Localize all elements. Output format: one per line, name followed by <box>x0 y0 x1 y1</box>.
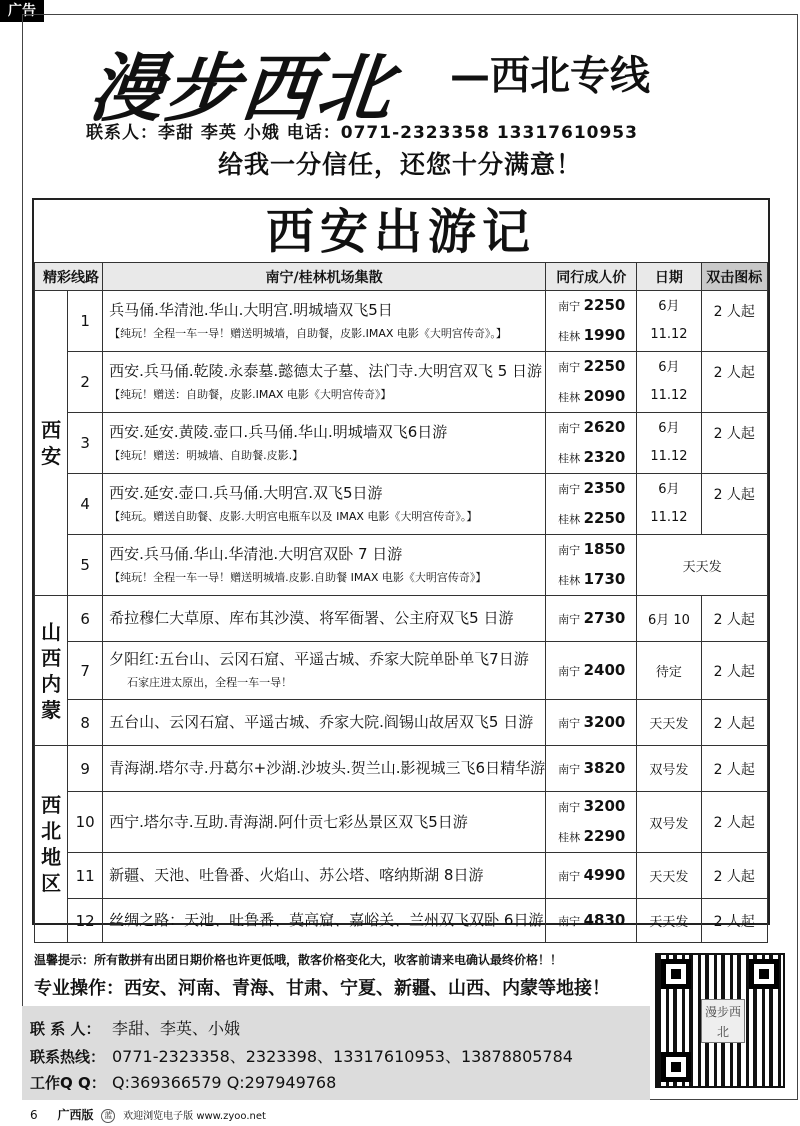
price-value: 2250 <box>583 296 626 314</box>
price-value: 2290 <box>583 827 626 845</box>
route-title: 西安.延安.黄陵.壶口.兵马俑.华山.明城墙双飞6日游 <box>109 422 448 441</box>
route-note: 【纯玩！赠送：明城墙、自助餐.皮影.】 <box>109 448 304 462</box>
price-value: 2320 <box>583 448 626 466</box>
row-number: 12 <box>68 899 103 943</box>
route-title: 西安.兵马俑.华山.华清池.大明宫双卧 7 日游 <box>109 544 403 563</box>
price-city: 南宁 <box>558 716 581 730</box>
header-date: 日期 <box>637 263 701 291</box>
price-value: 1730 <box>583 570 626 588</box>
table-header-row <box>35 263 768 291</box>
qq-label: 工作Q Q： <box>30 1074 106 1092</box>
min-people: 2 人起 <box>701 899 767 943</box>
route-title: 青海湖.塔尔寺.丹葛尔+沙湖.沙坡头.贺兰山.影视城三飞6日精华游 <box>109 759 546 777</box>
qr-finder-icon <box>749 959 779 989</box>
min-people: 2 人起 <box>701 792 767 853</box>
price-value: 3200 <box>583 797 626 815</box>
price-value: 2350 <box>583 479 626 497</box>
price-value: 3820 <box>583 758 626 777</box>
route-note: 【纯玩！全程一车一导！赠送明城墙.皮影.自助餐 IMAX 电影《大明宫传奇》】 <box>109 570 487 584</box>
date-days: 11.12 <box>650 388 688 403</box>
price-value: 2250 <box>583 357 626 375</box>
website-text[interactable]: 欢迎浏览电子版 www.zyoo.net <box>123 1111 266 1122</box>
date-month: 双号发 <box>637 792 701 853</box>
logo <box>84 30 750 132</box>
price-value: 2620 <box>583 418 626 436</box>
table-row <box>35 899 768 943</box>
contact-value: 李甜、李英、小娥 <box>112 1019 241 1038</box>
row-number: 1 <box>68 291 103 352</box>
date-days: 11.12 <box>650 510 688 525</box>
hotline-row <box>30 1044 573 1067</box>
route-title: 西宁.塔尔寺.互助.青海湖.阿什贡七彩丛景区双飞5日游 <box>109 812 468 831</box>
route-title: 兵马俑.华清池.华山.大明宫.明城墙双飞5日 <box>109 300 393 319</box>
table-row <box>35 642 768 700</box>
min-people: 2 人起 <box>701 474 767 535</box>
date-month: 天天发 <box>637 853 701 899</box>
tour-table-box <box>32 198 770 930</box>
min-people: 2 人起 <box>701 853 767 899</box>
price-city: 南宁 <box>558 361 581 374</box>
route-title: 西安.兵马俑.乾陵.永泰墓.懿德太子墓、法门寺.大明宫双飞 5 日游 <box>109 361 543 380</box>
price-city: 桂林 <box>558 831 581 844</box>
header-route: 精彩线路 <box>35 263 103 291</box>
date-days: 11.12 <box>650 449 688 464</box>
page-footer <box>30 1106 266 1123</box>
region-xian: 西 安 <box>35 291 68 596</box>
price-city: 南宁 <box>558 762 581 776</box>
header-gather: 南宁/桂林机场集散 <box>103 263 546 291</box>
price-city: 桂林 <box>558 330 581 343</box>
route-title: 西安.延安.壶口.兵马俑.大明宫.双飞5日游 <box>109 483 383 502</box>
price-value: 4990 <box>583 865 626 884</box>
date-days: 11.12 <box>650 327 688 342</box>
date-month: 待定 <box>637 642 701 700</box>
qq-value: Q:369366579 Q:297949768 <box>112 1073 337 1092</box>
hotline-value: 0771-2323358、2323398、13317610953、13878805784 <box>112 1047 573 1066</box>
price-value: 2730 <box>583 608 626 627</box>
min-people: 2 人起 <box>701 413 767 474</box>
route-note: 石家庄进太原出，全程一车一导！ <box>127 676 293 689</box>
row-number: 4 <box>68 474 103 535</box>
row-number: 8 <box>68 700 103 746</box>
price-city: 南宁 <box>558 300 581 313</box>
date-month: 6月 <box>658 299 680 314</box>
qq-row <box>30 1072 336 1093</box>
contact-label: 联 系 人： <box>30 1020 101 1038</box>
date-month: 天天发 <box>637 700 701 746</box>
price-value: 1990 <box>583 326 626 344</box>
min-people: 2 人起 <box>701 596 767 642</box>
price-city: 南宁 <box>558 914 581 928</box>
min-people: 2 人起 <box>701 352 767 413</box>
row-number: 7 <box>68 642 103 700</box>
header-double-click: 双击图标 <box>701 263 767 291</box>
qr-finder-icon <box>661 959 691 989</box>
table-title: 西安出游记 <box>265 204 536 260</box>
route-note: 【纯玩！赠送：自助餐，皮影.IMAX 电影《大明宫传奇》】 <box>109 387 392 401</box>
table-row <box>35 853 768 899</box>
price-city: 南宁 <box>558 801 581 814</box>
route-note: 【纯玩！全程一车一导！赠送明城墙，自助餐，皮影.IMAX 电影《大明宫传奇》。】 <box>109 326 507 340</box>
departure-daily: 天天发 <box>637 535 768 596</box>
row-number: 2 <box>68 352 103 413</box>
route-title: 五台山、云冈石窟、平遥古城、乔家大院.阎锡山故居双飞5 日游 <box>109 713 534 731</box>
header-price: 同行成人价 <box>546 263 637 291</box>
logo-text: 漫步西北 <box>84 46 398 132</box>
logo-subtitle: —西北专线 <box>450 53 650 99</box>
table-row <box>35 474 768 535</box>
route-title: 丝绸之路：天池、吐鲁番、莫高窟、嘉峪关、兰州双飞双卧 6日游 <box>109 911 544 929</box>
region-northwest: 西 北 地 区 <box>35 746 68 943</box>
warm-tips: 温馨提示：所有散拼有出团日期价格也许更低哦，散客价格变化大，收客前请来电确认最终价格！！ <box>34 953 563 967</box>
tour-table <box>34 262 768 943</box>
row-number: 5 <box>68 535 103 596</box>
route-title: 新疆、天池、吐鲁番、火焰山、苏公塔、喀纳斯湖 8日游 <box>109 866 484 884</box>
contact-row <box>30 1016 240 1039</box>
route-title: 希拉穆仁大草原、库布其沙漠、将军衙署、公主府双飞5 日游 <box>109 609 514 627</box>
hotline-label: 联系热线： <box>30 1048 106 1066</box>
price-value: 1850 <box>583 540 626 558</box>
table-row <box>35 792 768 853</box>
date-month: 6月 <box>658 360 680 375</box>
row-number: 6 <box>68 596 103 642</box>
qr-logo-badge: 漫步西北 <box>701 999 745 1043</box>
slogan: 给我一分信任，还您十分满意！ <box>217 150 582 179</box>
edition-label: 广西版 <box>57 1108 94 1122</box>
route-title: 夕阳红:五台山、云冈石窟、平遥古城、乔家大院单卧单飞7日游 <box>109 650 529 668</box>
price-value: 2250 <box>583 509 626 527</box>
date-month: 天天发 <box>637 899 701 943</box>
price-value: 3200 <box>583 712 626 731</box>
price-city: 桂林 <box>558 574 581 587</box>
price-city: 南宁 <box>558 869 581 883</box>
row-number: 9 <box>68 746 103 792</box>
table-row <box>35 596 768 642</box>
operations-line: 专业操作：西安、河南、青海、甘肃、宁夏、新疆、山西、内蒙等地接！ <box>34 978 610 999</box>
qr-code-icon[interactable] <box>655 953 785 1088</box>
price-city: 南宁 <box>558 664 581 678</box>
price-city: 桂林 <box>558 513 581 526</box>
table-row <box>35 352 768 413</box>
min-people: 2 人起 <box>701 642 767 700</box>
page-number: 6 <box>30 1108 38 1122</box>
table-row <box>35 535 768 596</box>
header-contact: 联系人：李甜 李英 小娥 电话：0771-2323358 13317610953 <box>86 123 638 143</box>
date-month: 6月 <box>658 482 680 497</box>
price-city: 桂林 <box>558 452 581 465</box>
price-value: 2400 <box>583 660 626 679</box>
row-number: 10 <box>68 792 103 853</box>
min-people: 2 人起 <box>701 700 767 746</box>
table-row <box>35 291 768 352</box>
price-city: 南宁 <box>558 422 581 435</box>
table-row <box>35 413 768 474</box>
table-row <box>35 700 768 746</box>
min-people: 2 人起 <box>701 746 767 792</box>
price-city: 南宁 <box>558 544 581 557</box>
region-shanxi-neimeng: 山 西 内 蒙 <box>35 596 68 746</box>
price-city: 南宁 <box>558 612 581 626</box>
row-number: 11 <box>68 853 103 899</box>
route-note: 【纯玩。赠送自助餐、皮影.大明宫电瓶车以及 IMAX 电影《大明宫传奇》。】 <box>109 509 478 523</box>
date-month: 6月 <box>658 421 680 436</box>
table-row <box>35 746 768 792</box>
price-value: 2090 <box>583 387 626 405</box>
price-value: 4830 <box>583 910 626 929</box>
edition-icon: 蓝 <box>101 1109 115 1123</box>
row-number: 3 <box>68 413 103 474</box>
date-month: 双号发 <box>637 746 701 792</box>
price-city: 南宁 <box>558 483 581 496</box>
ad-tag: 广告 <box>0 0 44 22</box>
price-city: 桂林 <box>558 391 581 404</box>
qr-finder-icon <box>661 1052 691 1082</box>
min-people: 2 人起 <box>701 291 767 352</box>
date-month: 6月 10 <box>637 596 701 642</box>
